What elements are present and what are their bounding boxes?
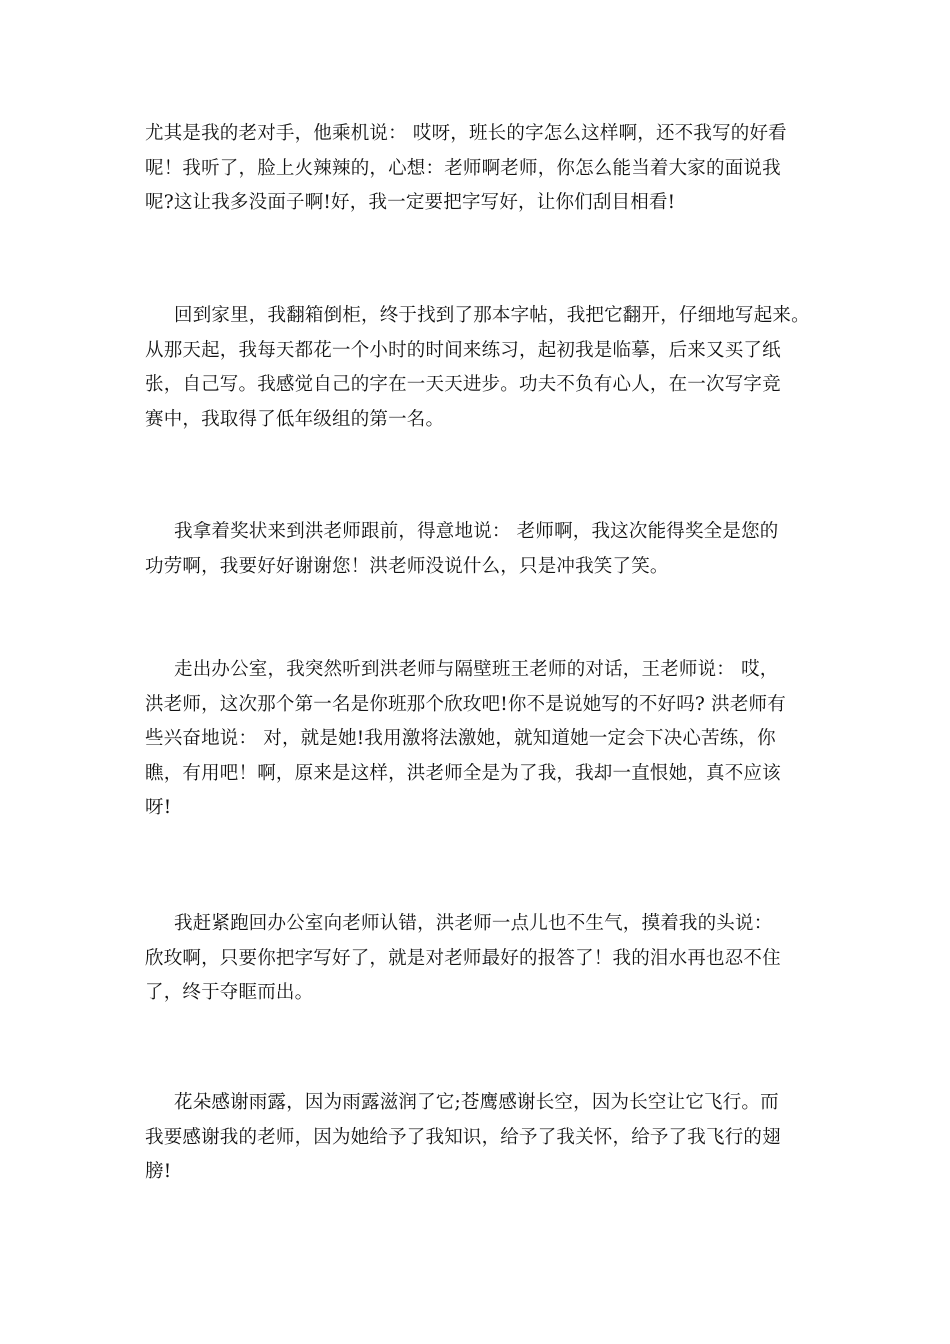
text-line: 走出办公室，我突然听到洪老师与隔壁班王老师的对话，王老师说： 哎， [174,659,779,680]
text-line: 我要感谢我的老师，因为她给予了我知识，给予了我关怀，给予了我飞行的翅 [145,1126,781,1148]
text-line: 洪老师，这次那个第一名是你班那个欣玫吧!你不是说她写的不好吗? 洪老师有 [145,693,786,715]
text-line: 些兴奋地说： 对，就是她!我用激将法激她，就知道她一定会下决心苦练，你 [145,728,776,749]
text-line: 了，终于夺眶而出。 [145,982,314,1003]
text-line: 呀! [145,797,172,818]
text-line: 回到家里，我翻箱倒柜，终于找到了那本字帖，我把它翻开，仔细地写起来。 [174,305,810,326]
text-line: 瞧，有用吧！啊，原来是这样，洪老师全是为了我，我却一直恨她，真不应该 [145,762,781,784]
text-line: 从那天起，我每天都花一个小时的时间来练习，起初我是临摹，后来又买了纸 [145,339,781,361]
text-line: 我拿着奖状来到洪老师跟前，得意地说： 老师啊，我这次能得奖全是您的 [174,521,779,542]
paragraph-3 [145,515,825,584]
text-line: 呢！我听了，脸上火辣辣的，心想：老师啊老师，你怎么能当着大家的面说我 [145,157,781,179]
text-line: 我赶紧跑回办公室向老师认错，洪老师一点儿也不生气，摸着我的头说： [174,913,773,934]
text-line: 欣玫啊，只要你把字写好了，就是对老师最好的报答了！我的泪水再也忍不住 [145,947,781,969]
paragraph-5 [145,907,825,1011]
text-line: 呢?这让我多没面子啊!好，我一定要把字写好，让你们刮目相看! [145,192,676,213]
paragraph-6 [145,1086,825,1190]
text-line: 膀! [145,1161,172,1182]
text-line: 花朵感谢雨露，因为雨露滋润了它;苍鹰感谢长空，因为长空让它飞行。而 [174,1092,779,1113]
text-line: 功劳啊，我要好好谢谢您！洪老师没说什么，只是冲我笑了笑。 [145,555,669,577]
paragraph-4 [145,653,825,826]
text-line: 张，自己写。我感觉自己的字在一天天进步。功夫不负有心人，在一次写字竞 [145,374,781,395]
paragraph-2 [145,299,825,437]
paragraph-1 [145,117,825,221]
text-line: 尤其是我的老对手，他乘机说： 哎呀，班长的字怎么这样啊，还不我写的好看 [145,123,787,144]
text-line: 赛中，我取得了低年级组的第一名。 [145,408,445,430]
